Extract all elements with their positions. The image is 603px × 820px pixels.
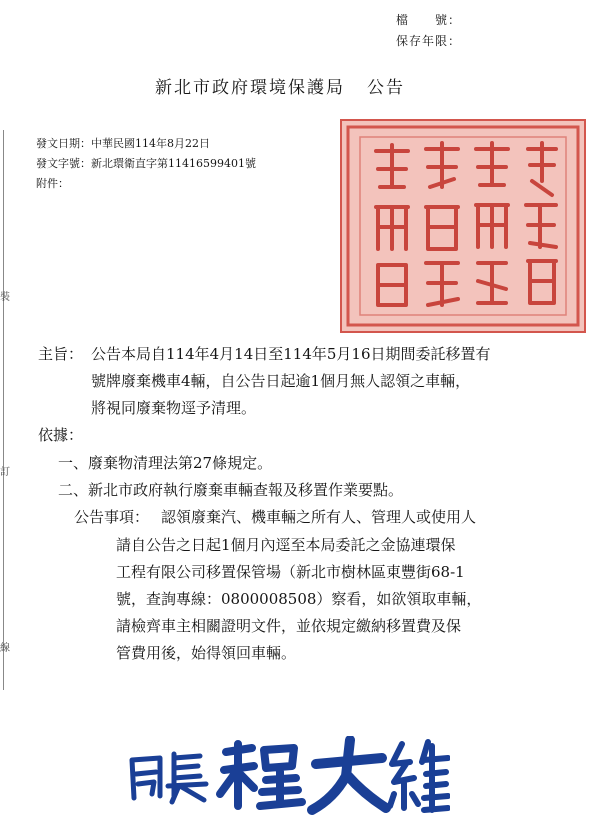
notice-line-2: 請自公告之日起1個月內逕至本局委託之金協連環保 [116, 536, 456, 554]
margin-mark-ding: 訂 [0, 467, 10, 478]
margin-mark-xian: 線 [0, 643, 10, 654]
notice-line-1: 認領廢棄汽、機車輛之所有人、管理人或使用人 [161, 508, 477, 526]
margin-mark-zhuang: 裝 [0, 292, 10, 303]
basis-label: 依據： [38, 426, 84, 444]
basis-item-1: 一、廢棄物清理法第27條規定。 [58, 454, 273, 472]
document-number: 發文字號：新北環衛直字第11416599401號 [36, 157, 256, 170]
subject-label: 主旨： [38, 345, 84, 363]
subject-line-3: 將視同廢棄物逕予清理。 [91, 399, 257, 417]
document-type: 公告 [367, 78, 405, 98]
notice-line-5: 請檢齊車主相關證明文件，並依規定繳納移置費及保 [116, 617, 462, 635]
director-signature [120, 736, 450, 816]
page-title [0, 73, 560, 98]
subject-line-1: 公告本局自114年4月14日至114年5月16日期間委託移置有 [91, 345, 491, 363]
notice-line-3: 工程有限公司移置保管場（新北市樹林區東豐街68-1 [116, 563, 465, 581]
official-seal [340, 119, 586, 333]
attachment-label: 附件： [36, 177, 69, 190]
binding-line [3, 130, 4, 690]
archive-number-label: 檔 號： [396, 13, 462, 27]
basis-item-2: 二、新北市政府執行廢棄車輛查報及移置作業要點。 [58, 481, 404, 499]
notice-label: 公告事項： [74, 508, 150, 526]
agency-name: 新北市政府環境保護局 [155, 78, 345, 98]
retention-period-label: 保存年限： [396, 34, 462, 48]
notice-line-6: 管費用後，始得領回車輛。 [116, 644, 297, 662]
notice-line-4: 號，查詢專線：0800008508）察看，如欲領取車輛， [116, 590, 482, 608]
subject-line-2: 號牌廢棄機車4輛，自公告日起逾1個月無人認領之車輛， [91, 372, 471, 390]
issue-date: 發文日期：中華民國114年8月22日 [36, 137, 210, 150]
